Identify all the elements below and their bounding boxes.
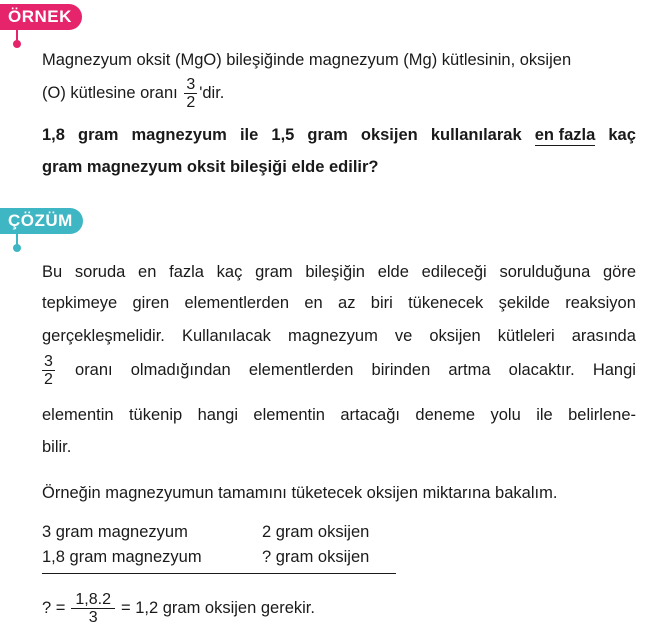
ratio-divider bbox=[42, 573, 396, 574]
cozum-paragraph-line-4 bbox=[42, 351, 636, 389]
p5-word: deneme bbox=[415, 406, 476, 424]
ratio-row-2 bbox=[42, 548, 202, 567]
p5-word: belirlene- bbox=[568, 406, 636, 424]
p1-word: Bu bbox=[42, 263, 63, 281]
ornek-ratio-denominator: 2 bbox=[186, 94, 196, 111]
p4-word: elementlerden bbox=[248, 360, 354, 379]
p1-word: sorulduğuna bbox=[499, 263, 591, 281]
ornek-line-2-prefix: (O) kütlesine oranı bbox=[42, 83, 178, 102]
p4-word: birinden bbox=[371, 360, 431, 379]
p2-word: biri bbox=[370, 294, 393, 312]
p2-word: en bbox=[304, 294, 323, 312]
q1-word: gram bbox=[307, 126, 348, 144]
cozum-paragraph-line-5 bbox=[42, 406, 636, 425]
p3-word: arasında bbox=[571, 327, 636, 345]
ornek-question-line-2: gram magnezyum oksit bileşiği elde edilir? bbox=[42, 158, 379, 176]
cozum-badge-label: ÇÖZÜM bbox=[8, 211, 73, 230]
p3-word: magnezyum bbox=[287, 327, 378, 345]
equation-denominator: 3 bbox=[88, 608, 98, 626]
solution-equation bbox=[42, 588, 315, 628]
p2-word: giren bbox=[132, 294, 170, 312]
ornek-line-1: Magnezyum oksit (MgO) bileşiğinde magnezyum (Mg) kütlesinin, oksijen bbox=[42, 51, 572, 69]
q1-word: kaç bbox=[608, 126, 636, 144]
p1-word: soruda bbox=[74, 263, 126, 281]
ratio-row-2-right: ? gram oksijen bbox=[262, 548, 370, 566]
p2-word: elementlerden bbox=[184, 294, 290, 312]
cozum-paragraph-line-3 bbox=[42, 327, 636, 346]
ornek-line-2-suffix: 'dir. bbox=[199, 83, 225, 102]
p4-word: artma bbox=[448, 360, 491, 379]
q1-word: kullanılarak bbox=[430, 126, 522, 144]
p1-word: kaç bbox=[216, 263, 243, 281]
ratio-row-1-right: 2 gram oksijen bbox=[262, 523, 370, 541]
ornek-line-2 bbox=[42, 76, 224, 111]
q1-word: 1,8 bbox=[42, 126, 65, 144]
equation-prefix: ? = bbox=[42, 598, 66, 617]
cozum-badge bbox=[0, 208, 83, 234]
q1-word: ile bbox=[239, 126, 259, 144]
q1-word: 1,5 bbox=[271, 126, 295, 144]
cozum-paragraph-line-6: bilir. bbox=[42, 438, 72, 456]
p2-word: reaksiyon bbox=[565, 294, 636, 312]
p1-word: bileşiğin bbox=[305, 263, 365, 281]
p1-word: en bbox=[138, 263, 157, 281]
p4-word: olmadığından bbox=[130, 360, 231, 379]
ornek-question-line-1 bbox=[42, 126, 636, 146]
p2-word: şekilde bbox=[498, 294, 550, 312]
p5-word: elementin bbox=[253, 406, 325, 424]
cozum-badge-dot bbox=[13, 244, 21, 252]
cozum-ratio-denominator: 2 bbox=[44, 370, 53, 388]
equation-suffix: = 1,2 gram oksijen gerekir. bbox=[121, 598, 315, 617]
q1-word: magnezyum bbox=[131, 126, 227, 144]
cozum-paragraph-line-1 bbox=[42, 263, 636, 282]
cozum-paragraph-line-2 bbox=[42, 294, 636, 313]
p2-word: tükenecek bbox=[408, 294, 484, 312]
ratio-row-1-left: 3 gram magnezyum bbox=[42, 523, 188, 541]
p5-word: hangi bbox=[197, 406, 238, 424]
cozum-ratio-numerator: 3 bbox=[44, 352, 53, 370]
cozum-ratio-fraction bbox=[42, 353, 55, 388]
cozum-example-intro: Örneğin magnezyumun tamamını tüketecek oksijen miktarına bakalım. bbox=[42, 484, 558, 502]
p5-word: yolu bbox=[490, 406, 521, 424]
p3-word: kütleleri bbox=[497, 327, 555, 345]
q1-word: gram bbox=[78, 126, 119, 144]
p5-word: elementin bbox=[42, 406, 114, 424]
ornek-badge bbox=[0, 4, 82, 30]
p4-word: olacaktır. bbox=[508, 360, 575, 379]
p3-word: Kullanılacak bbox=[181, 327, 271, 345]
p3-word: ve bbox=[394, 327, 413, 345]
ornek-ratio-numerator: 3 bbox=[186, 76, 196, 93]
ornek-badge-dot bbox=[13, 40, 21, 48]
p5-word: artacağı bbox=[340, 406, 400, 424]
ratio-row-2-left: 1,8 gram magnezyum bbox=[42, 548, 202, 566]
p1-word: edileceği bbox=[421, 263, 487, 281]
p3-word: oksijen bbox=[429, 327, 481, 345]
p2-word: tepkimeye bbox=[42, 294, 118, 312]
ornek-badge-label: ÖRNEK bbox=[8, 7, 72, 26]
q1-word: oksijen bbox=[360, 126, 418, 144]
p1-word: gram bbox=[255, 263, 293, 281]
p2-word: az bbox=[338, 294, 356, 312]
p1-word: elde bbox=[377, 263, 409, 281]
p1-word: fazla bbox=[169, 263, 204, 281]
p3-word: gerçekleşmelidir. bbox=[42, 327, 165, 345]
q1-underlined-phrase: en fazla bbox=[534, 126, 596, 144]
p4-word: oranı bbox=[75, 360, 113, 379]
p5-word: tükenip bbox=[128, 406, 183, 424]
ornek-ratio-fraction bbox=[184, 76, 197, 111]
equation-fraction bbox=[71, 591, 115, 626]
p4-word: Hangi bbox=[592, 360, 636, 379]
equation-numerator: 1,8.2 bbox=[71, 591, 115, 609]
p5-word: ile bbox=[536, 406, 553, 424]
ratio-row-1 bbox=[42, 523, 188, 542]
p1-word: göre bbox=[602, 263, 636, 281]
